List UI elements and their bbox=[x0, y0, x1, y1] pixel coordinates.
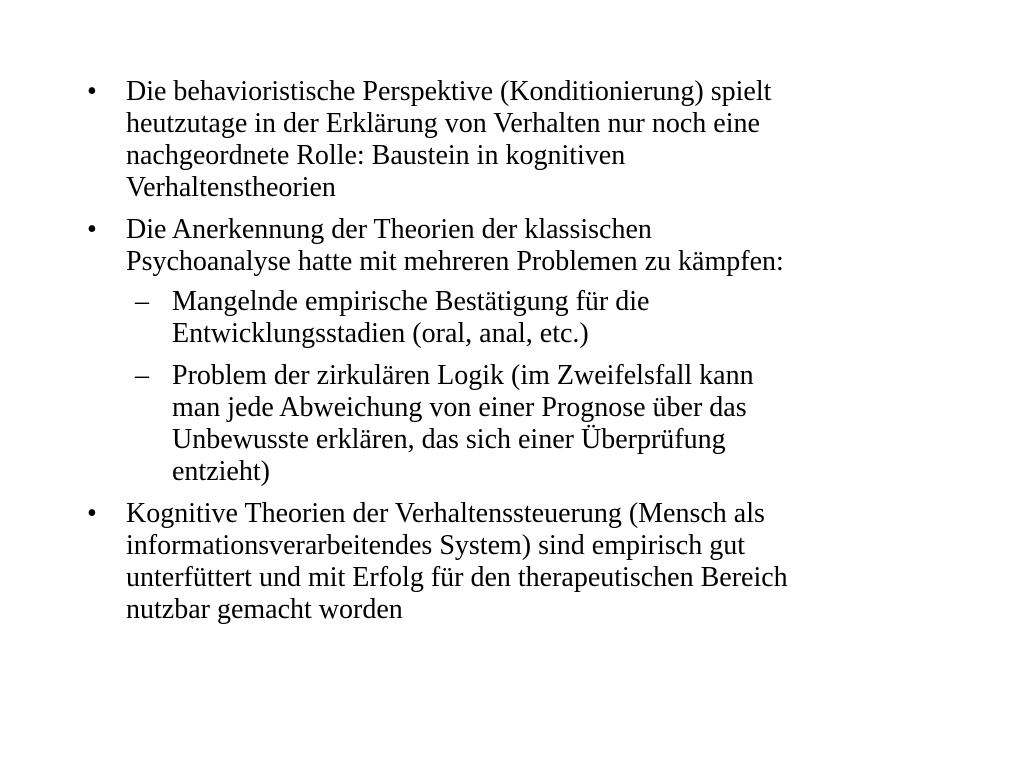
sub-bullet-item-empirical bbox=[126, 286, 940, 350]
bullet-item-psychoanalysis bbox=[80, 214, 940, 488]
sub-bullet-text-line: Entwicklungsstadien (oral, anal, etc.) bbox=[172, 318, 589, 349]
bullet-item-behaviorism bbox=[80, 76, 940, 204]
bullet-text-line: Psychoanalyse hatte mit mehreren Problemen zu kämpfen: bbox=[126, 246, 784, 277]
sub-bullet-text-line: entzieht) bbox=[172, 456, 270, 487]
bullet-text-line: nachgeordnete Rolle: Baustein in kognitiven bbox=[126, 140, 626, 171]
bullet-text-line: Die Anerkennung der Theorien der klassischen bbox=[126, 214, 652, 245]
sub-bullet-text-line: Mangelnde empirische Bestätigung für die bbox=[172, 286, 650, 317]
bullet-text-line: Verhaltenstheorien bbox=[126, 172, 336, 203]
sub-bullet-text-line: man jede Abweichung von einer Prognose über das bbox=[172, 392, 747, 423]
sub-bullet-text-line: Problem der zirkulären Logik (im Zweifelsfall kann bbox=[172, 360, 754, 391]
sub-bullet-item-circular-logic bbox=[126, 360, 940, 488]
sub-bullet-marker: – bbox=[135, 286, 149, 317]
bullet-list bbox=[80, 76, 940, 636]
bullet-text-line: nutzbar gemacht worden bbox=[126, 594, 403, 625]
bullet-text-line: Kognitive Theorien der Verhaltenssteuerung (Mensch als bbox=[126, 498, 765, 529]
sub-bullet-marker: – bbox=[135, 360, 149, 391]
bullet-text-line: informationsverarbeitendes System) sind empirisch gut bbox=[126, 530, 745, 561]
sub-bullet-list bbox=[126, 286, 940, 488]
sub-bullet-text-line: Unbewusste erklären, das sich einer Überprüfung bbox=[172, 424, 726, 455]
bullet-marker: • bbox=[87, 214, 97, 245]
bullet-item-cognitive bbox=[80, 498, 940, 626]
bullet-text-line: unterfüttert und mit Erfolg für den therapeutischen Bereich bbox=[126, 562, 788, 593]
bullet-text-line: heutzutage in der Erklärung von Verhalten nur noch eine bbox=[126, 108, 760, 139]
bullet-marker: • bbox=[87, 76, 97, 107]
bullet-marker: • bbox=[87, 498, 97, 529]
bullet-text-line: Die behavioristische Perspektive (Konditionierung) spielt bbox=[126, 76, 772, 107]
